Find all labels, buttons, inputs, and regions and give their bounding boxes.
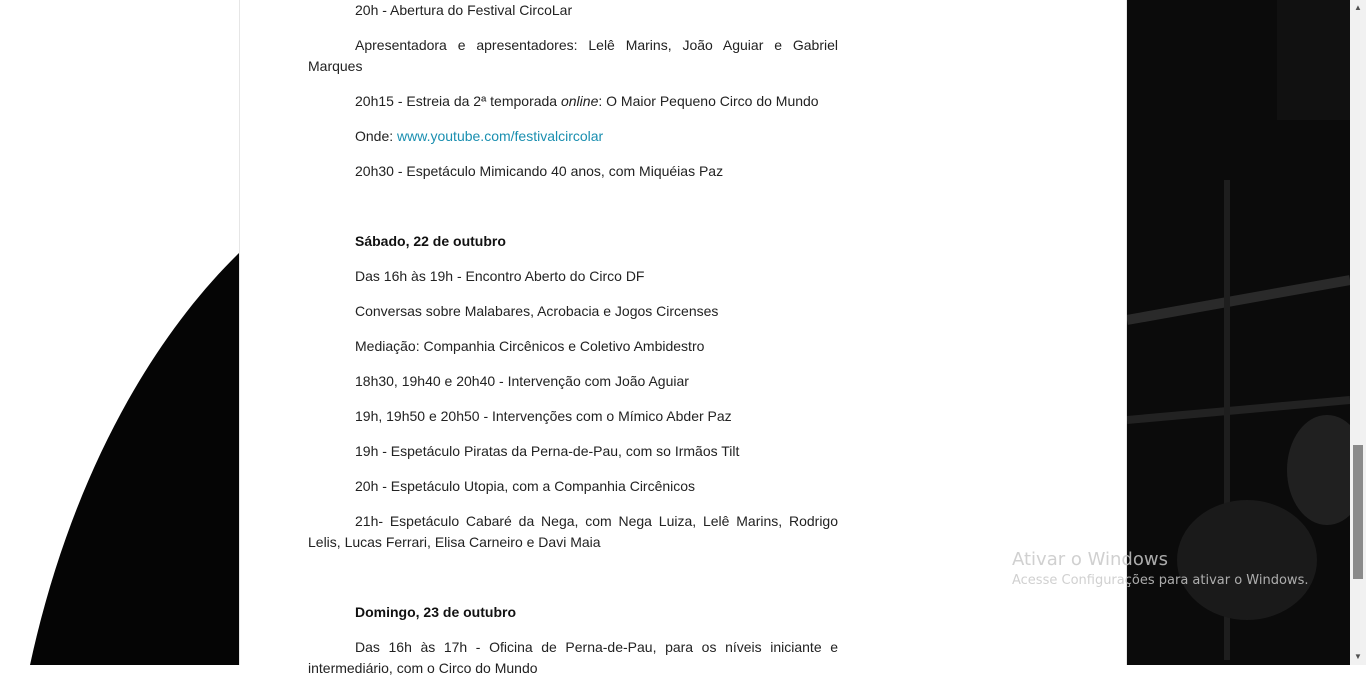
saturday-item: Conversas sobre Malabares, Acrobacia e Jogos Circenses	[355, 303, 719, 319]
left-background	[0, 0, 239, 665]
premiere-after: : O Maior Pequeno Circo do Mundo	[598, 93, 819, 109]
watermark-title: Ativar o Windows	[1012, 549, 1168, 570]
article-content	[239, 0, 1127, 676]
saturday-item: 18h30, 19h40 e 20h40 - Intervenção com João Aguiar	[355, 373, 689, 389]
saturday-heading: Sábado, 22 de outubro	[355, 233, 506, 249]
saturday-item: 19h, 19h50 e 20h50 - Intervenções com o Mímico Abder Paz	[355, 408, 732, 424]
premiere-item	[308, 91, 838, 112]
sunday-heading: Domingo, 23 de outubro	[355, 604, 516, 620]
schedule-item: Apresentadora e apresentadores: Lelê Marins, João Aguiar e Gabriel Marques	[308, 37, 838, 74]
premiere-before: 20h15 - Estreia da 2ª temporada	[355, 93, 561, 109]
scrollbar-thumb[interactable]	[1353, 445, 1363, 579]
schedule-text	[308, 0, 838, 679]
saturday-item: 20h - Espetáculo Utopia, com a Companhia Circênicos	[355, 478, 696, 494]
scroll-down-arrow-icon[interactable]: ▼	[1354, 652, 1362, 661]
where-label: Onde:	[355, 128, 398, 144]
decorative-arc-shape	[0, 0, 239, 665]
youtube-link[interactable]: www.youtube.com/festivalcircolar	[397, 128, 604, 144]
saturday-item: 21h- Espetáculo Cabaré da Nega, com Nega Luiza, Lelê Marins, Rodrigo Lelis, Lucas Ferrari, Elisa Carneiro e Davi Maia	[308, 513, 838, 550]
vertical-scrollbar[interactable]	[1350, 0, 1366, 665]
windows-activation-watermark	[1012, 548, 1308, 590]
schedule-item: 20h - Abertura do Festival CircoLar	[355, 2, 573, 18]
saturday-item: 19h - Espetáculo Piratas da Perna-de-Pau, com so Irmãos Tilt	[355, 443, 740, 459]
schedule-item: 20h30 - Espetáculo Mimicando 40 anos, com Miquéias Paz	[355, 163, 724, 179]
saturday-item: Mediação: Companhia Circênicos e Coletivo Ambidestro	[355, 338, 705, 354]
watermark-subtitle: Acesse Configurações para ativar o Windows.	[1012, 573, 1309, 588]
sunday-item: Das 16h às 17h - Oficina de Perna-de-Pau, para os níveis iniciante e intermediário, com o Circo do Mundo	[308, 639, 838, 676]
premiere-italic: online	[560, 93, 599, 109]
scroll-up-arrow-icon[interactable]: ▲	[1354, 3, 1362, 12]
where-item	[308, 126, 838, 147]
saturday-item: Das 16h às 19h - Encontro Aberto do Circo DF	[355, 268, 645, 284]
